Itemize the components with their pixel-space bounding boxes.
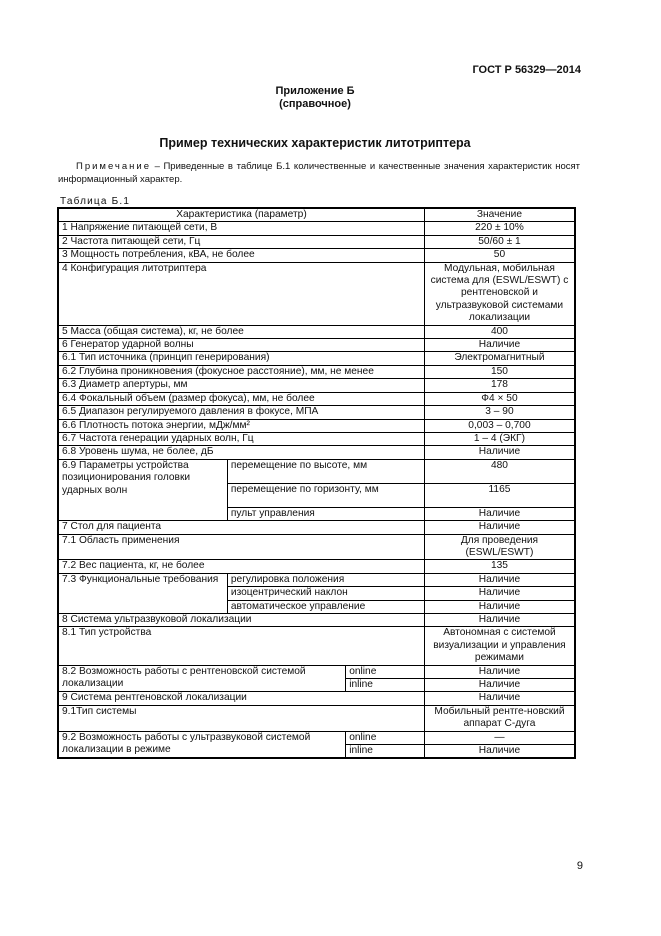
- table-row: [58, 432, 575, 445]
- value-cell: Наличие: [424, 587, 575, 600]
- value-cell: Наличие: [424, 692, 575, 705]
- value-cell: 178: [424, 379, 575, 392]
- param-cell: 7.3 Функциональные требования: [58, 573, 227, 613]
- param-cell: 6.9 Параметры устройства позиционирования головки ударных волн: [58, 459, 227, 520]
- sub-param-cell: перемещение по высоте, мм: [227, 459, 424, 483]
- param-cell: 6.8 Уровень шума, не более, дБ: [58, 446, 424, 459]
- value-cell: Наличие: [424, 600, 575, 613]
- table-header-row: [58, 208, 575, 222]
- value-cell: 0,003 – 0,700: [424, 419, 575, 432]
- param-cell: 6.6 Плотность потока энергии, мДж/мм²: [58, 419, 424, 432]
- value-cell: Наличие: [424, 679, 575, 692]
- param-cell: 6.4 Фокальный объем (размер фокуса), мм, не более: [58, 392, 424, 405]
- value-cell: 50/60 ± 1: [424, 235, 575, 248]
- value-cell: 135: [424, 560, 575, 573]
- table-row: [58, 692, 575, 705]
- value-cell: Наличие: [424, 521, 575, 534]
- table-row: [58, 731, 575, 744]
- table-row: [58, 446, 575, 459]
- table-row: [58, 222, 575, 235]
- param-cell: 6.2 Глубина проникновения (фокусное расстояние), мм, не менее: [58, 365, 424, 378]
- document-code: ГОСТ Р 56329—2014: [472, 64, 581, 76]
- table-row: [58, 379, 575, 392]
- value-cell: 220 ± 10%: [424, 222, 575, 235]
- appendix-subtitle: (справочное): [279, 98, 351, 110]
- table-row: [58, 249, 575, 262]
- value-cell: Наличие: [424, 745, 575, 759]
- table-row: [58, 339, 575, 352]
- param-cell: 4 Конфигурация литотриптера: [58, 262, 424, 325]
- value-cell: Автономная с системой визуализации и управления режимами: [424, 627, 575, 665]
- table-row: [58, 665, 575, 678]
- param-cell: 9.2 Возможность работы с ультразвуковой системой локализации в режиме: [58, 731, 346, 758]
- value-cell: Наличие: [424, 613, 575, 626]
- note-text: – Приведенные в таблице Б.1 количественные и качественные значения характеристик носят информационный характер.: [58, 161, 580, 185]
- page-number: 9: [576, 860, 583, 872]
- value-cell: 50: [424, 249, 575, 262]
- value-cell: Ф4 × 50: [424, 392, 575, 405]
- param-cell: 9 Система рентгеновской локализации: [58, 692, 424, 705]
- table-row: [58, 534, 575, 560]
- param-cell: 7 Стол для пациента: [58, 521, 424, 534]
- param-cell: 1 Напряжение питающей сети, В: [58, 222, 424, 235]
- value-cell: 1 – 4 (ЭКГ): [424, 432, 575, 445]
- table-label: Таблица Б.1: [60, 196, 131, 207]
- table-row: [58, 459, 575, 483]
- value-cell: Мобильный рентге-новский аппарат С-дуга: [424, 705, 575, 731]
- table-row: [58, 705, 575, 731]
- mode-cell: online: [346, 731, 425, 744]
- table-row: [58, 419, 575, 432]
- note-label: Примечание: [76, 161, 151, 172]
- value-cell: Наличие: [424, 507, 575, 520]
- param-cell: 3 Мощность потребления, кВА, не более: [58, 249, 424, 262]
- sub-param-cell: изоцентрический наклон: [227, 587, 424, 600]
- value-cell: Электромагнитный: [424, 352, 575, 365]
- header-value: Значение: [424, 208, 575, 222]
- table-row: [58, 392, 575, 405]
- table-row: [58, 560, 575, 573]
- value-cell: Для проведения (ESWL/ESWT): [424, 534, 575, 560]
- table-row: [58, 365, 575, 378]
- table-row: [58, 325, 575, 338]
- table-row: [58, 235, 575, 248]
- table-row: [58, 573, 575, 586]
- value-cell: Наличие: [424, 573, 575, 586]
- param-cell: 6.7 Частота генерации ударных волн, Гц: [58, 432, 424, 445]
- mode-cell: inline: [346, 745, 425, 759]
- note: [58, 160, 580, 186]
- table-row: [58, 262, 575, 325]
- param-cell: 2 Частота питающей сети, Гц: [58, 235, 424, 248]
- value-cell: —: [424, 731, 575, 744]
- table-row: [58, 406, 575, 419]
- mode-cell: online: [346, 665, 425, 678]
- value-cell: 150: [424, 365, 575, 378]
- table-row: [58, 521, 575, 534]
- param-cell: 8.1 Тип устройства: [58, 627, 424, 665]
- param-cell: 8.2 Возможность работы с рентгеновской системой локализации: [58, 665, 346, 692]
- param-cell: 8 Система ультразвуковой локализации: [58, 613, 424, 626]
- sub-param-cell: регулировка положения: [227, 573, 424, 586]
- sub-param-cell: автоматическое управление: [227, 600, 424, 613]
- value-cell: Наличие: [424, 446, 575, 459]
- param-cell: 9.1Тип системы: [58, 705, 424, 731]
- mode-cell: inline: [346, 679, 425, 692]
- main-title: Пример технических характеристик литотриптера: [159, 136, 471, 150]
- value-cell: Наличие: [424, 339, 575, 352]
- table-row: [58, 627, 575, 665]
- table-row: [58, 352, 575, 365]
- spec-table: [57, 207, 576, 759]
- param-cell: 6.1 Тип источника (принцип генерирования): [58, 352, 424, 365]
- param-cell: 6.3 Диаметр апертуры, мм: [58, 379, 424, 392]
- param-cell: 7.2 Вес пациента, кг, не более: [58, 560, 424, 573]
- param-cell: 5 Масса (общая система), кг, не более: [58, 325, 424, 338]
- value-cell: 3 – 90: [424, 406, 575, 419]
- param-cell: 6 Генератор ударной волны: [58, 339, 424, 352]
- value-cell: Модульная, мобильная система для (ESWL/ESWT) с рентгеновской и ультразвуковой системами локализации: [424, 262, 575, 325]
- value-cell: Наличие: [424, 665, 575, 678]
- value-cell: 480: [424, 459, 575, 483]
- value-cell: 400: [424, 325, 575, 338]
- sub-param-cell: перемещение по горизонту, мм: [227, 483, 424, 507]
- value-cell: 1165: [424, 483, 575, 507]
- param-cell: 7.1 Область применения: [58, 534, 424, 560]
- header-param: Характеристика (параметр): [58, 208, 424, 222]
- table-row: [58, 613, 575, 626]
- appendix-title: Приложение Б: [275, 85, 355, 97]
- sub-param-cell: пульт управления: [227, 507, 424, 520]
- param-cell: 6.5 Диапазон регулируемого давления в фокусе, МПА: [58, 406, 424, 419]
